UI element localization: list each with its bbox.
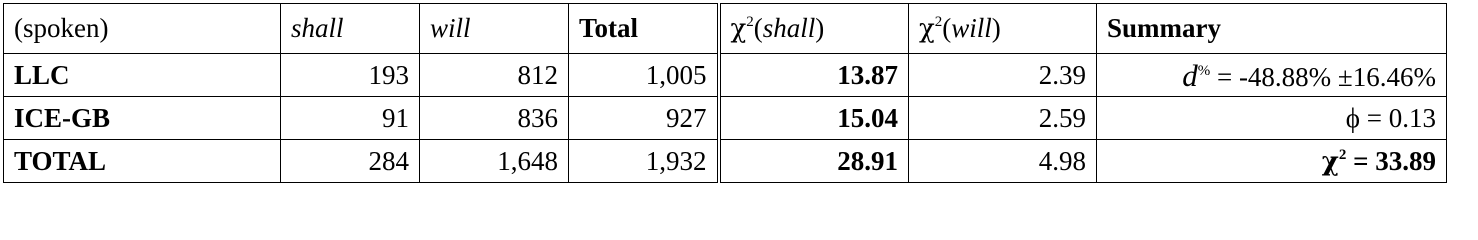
chi-value: = 33.89 — [1346, 145, 1436, 176]
cell-shall: 284 — [281, 140, 420, 183]
d-value: = -48.88% ±16.46% — [1210, 61, 1436, 92]
cell-will: 1,648 — [420, 140, 569, 183]
cell-will: 836 — [420, 97, 569, 140]
d-superscript: % — [1197, 62, 1211, 79]
results-table — [3, 3, 1447, 183]
paren-close: ) — [815, 13, 825, 43]
chi-superscript: 2 — [1338, 146, 1347, 163]
header-summary: Summary — [1097, 4, 1447, 54]
cell-shall: 91 — [281, 97, 420, 140]
cell-total: 1,932 — [569, 140, 719, 183]
cell-chi-will: 2.59 — [909, 97, 1097, 140]
d-variable: d — [1182, 57, 1198, 93]
chi-will-word: will — [951, 13, 992, 43]
table-row — [4, 54, 1447, 97]
header-row — [4, 4, 1447, 54]
chi-symbol: χ — [730, 14, 747, 44]
cell-chi-shall: 13.87 — [719, 54, 909, 97]
header-shall: shall — [281, 4, 420, 54]
chi-shall-word: shall — [762, 13, 816, 43]
cell-will: 812 — [420, 54, 569, 97]
cell-total: 1,005 — [569, 54, 719, 97]
cell-chi-will: 2.39 — [909, 54, 1097, 97]
cell-shall: 193 — [281, 54, 420, 97]
header-chi-shall — [719, 4, 909, 54]
paren-open: ( — [942, 13, 952, 43]
cell-chi-shall: 28.91 — [719, 140, 909, 183]
header-corpus: (spoken) — [4, 4, 281, 54]
paren-close: ) — [991, 13, 1001, 43]
chi-superscript: 2 — [934, 14, 943, 30]
chi-symbol: χ — [919, 14, 935, 44]
chi-symbol: χ — [1321, 146, 1339, 177]
summary-chi-square — [1097, 140, 1447, 183]
row-label: LLC — [4, 54, 281, 97]
cell-total: 927 — [569, 97, 719, 140]
chi-superscript: 2 — [746, 14, 754, 30]
table-row — [4, 97, 1447, 140]
table-row — [4, 140, 1447, 183]
cell-chi-will: 4.98 — [909, 140, 1097, 183]
header-chi-will — [909, 4, 1097, 54]
summary-phi: ϕ = 0.13 — [1097, 97, 1447, 140]
header-will: will — [420, 4, 569, 54]
cell-chi-shall: 15.04 — [719, 97, 909, 140]
header-total: Total — [569, 4, 719, 54]
summary-difference — [1097, 54, 1447, 97]
paren-open: ( — [753, 13, 763, 43]
row-label: TOTAL — [4, 140, 281, 183]
row-label: ICE-GB — [4, 97, 281, 140]
